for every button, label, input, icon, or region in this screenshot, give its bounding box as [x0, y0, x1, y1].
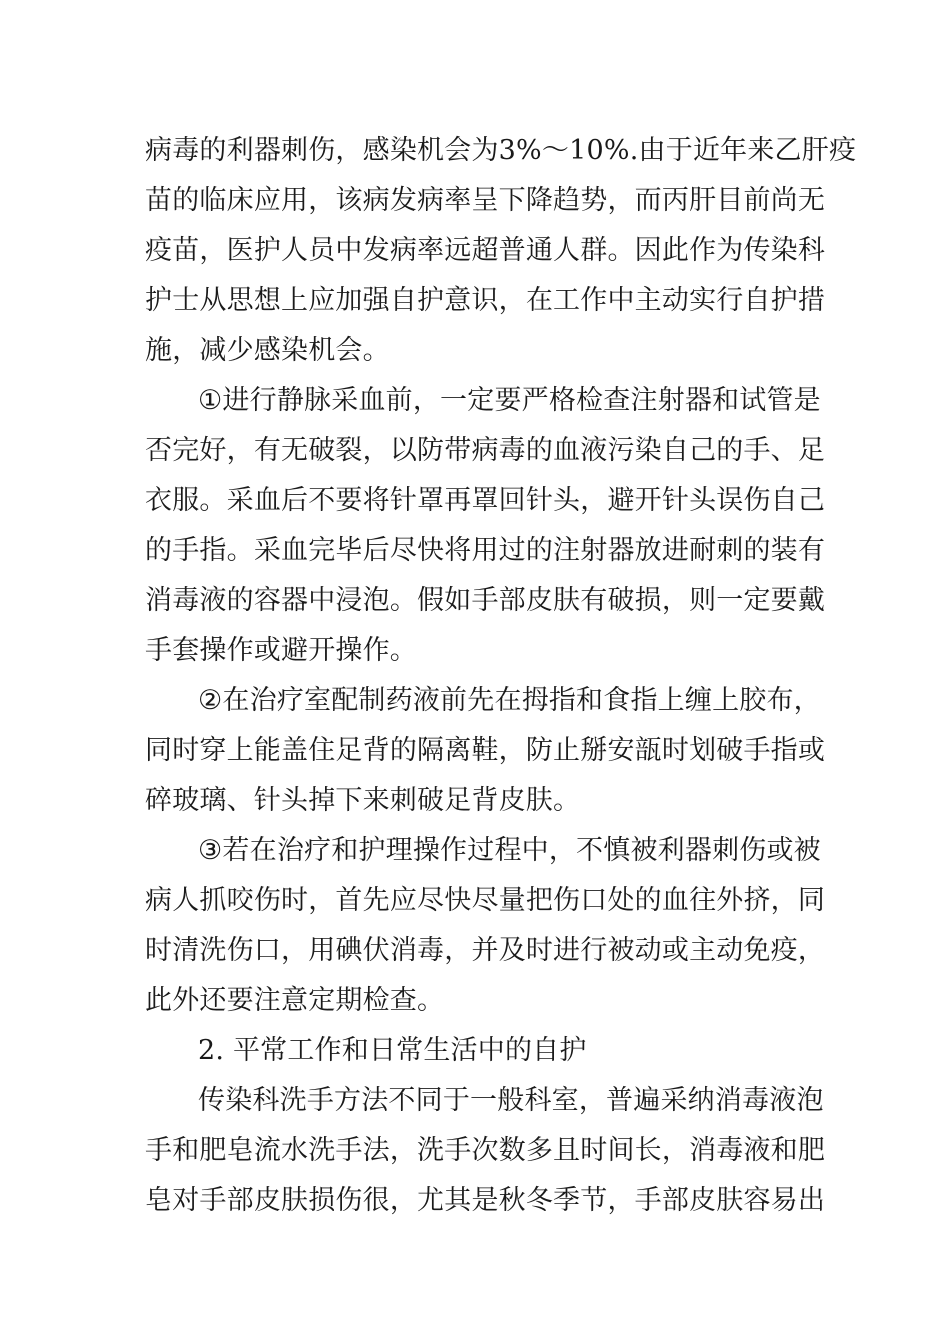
text-line: 苗 的 临 床 应 用 ， 该 病 发 病 率 呈 下 降 趋 势 ， 而 丙 肝 目 前 尚 无 [145, 185, 826, 216]
text-line: 病 毒 的 利 器 刺 伤 ， 感 染 机 会 为 3 % ～ 1 0 % . 由 于 近 年 来 乙 肝 疫 [145, 135, 857, 166]
text-line: 病 人 抓 咬 伤 时 ， 首 先 应 尽 快 尽 量 把 伤 口 处 的 血 往 外 挤 ， 同 [145, 885, 826, 916]
text-line: 疫 苗 ， 医 护 人 员 中 发 病 率 远 超 普 通 人 群 。 因 此 作 为 传 染 科 [145, 235, 826, 266]
text-line: 碎玻璃、针头掉下来刺破足背皮肤。 [145, 785, 581, 816]
section-heading: 2. 平常工作和日常生活中的自护 [198, 1035, 587, 1066]
text-line: 皂 对 手 部 皮 肤 损 伤 很 ， 尤 其 是 秋 冬 季 节 ， 手 部 皮 肤 容 易 出 [145, 1185, 826, 1216]
text-line: 施，减少感染机会。 [145, 335, 390, 366]
paragraph-first-line: 传 染 科 洗 手 方 法 不 同 于 一 般 科 室 ， 普 遍 采 纳 消 毒 液 泡 [198, 1085, 824, 1116]
text-line: 否 完 好 ， 有 无 破 裂 ， 以 防 带 病 毒 的 血 液 污 染 自 己 的 手 、 足 [145, 435, 826, 466]
text-line: 此外还要注意定期检查。 [145, 985, 445, 1016]
text-line: 的 手 指 。 采 血 完 毕 后 尽 快 将 用 过 的 注 射 器 放 进 耐 刺 的 装 有 [145, 535, 826, 566]
paragraph-first-line: ③ 若 在 治 疗 和 护 理 操 作 过 程 中 ， 不 慎 被 利 器 刺 伤 或 被 [198, 835, 821, 866]
paragraph-first-line: ② 在 治 疗 室 配 制 药 液 前 先 在 拇 指 和 食 指 上 缠 上 胶 布 ， [198, 685, 821, 716]
paragraph-first-line: ① 进 行 静 脉 采 血 前 ， 一 定 要 严 格 检 查 注 射 器 和 试 管 是 [198, 385, 821, 416]
text-line: 手 和 肥 皂 流 水 洗 手 法 ， 洗 手 次 数 多 且 时 间 长 ， 消 毒 液 和 肥 [145, 1135, 826, 1166]
text-line: 衣 服 。 采 血 后 不 要 将 针 罩 再 罩 回 针 头 ， 避 开 针 头 误 伤 自 己 [145, 485, 826, 516]
text-line: 同 时 穿 上 能 盖 住 足 背 的 隔 离 鞋 ， 防 止 掰 安 瓿 时 划 破 手 指 或 [145, 735, 826, 766]
text-line: 消 毒 液 的 容 器 中 浸 泡 。 假 如 手 部 皮 肤 有 破 损 ， 则 一 定 要 戴 [145, 585, 826, 616]
text-line: 时 清 洗 伤 口 ， 用 碘 伏 消 毒 ， 并 及 时 进 行 被 动 或 主 动 免 疫 ， [145, 935, 826, 966]
text-line: 护 士 从 思 想 上 应 加 强 自 护 意 识 ， 在 工 作 中 主 动 实 行 自 护 措 [145, 285, 826, 316]
text-line: 手套操作或避开操作。 [145, 635, 417, 666]
